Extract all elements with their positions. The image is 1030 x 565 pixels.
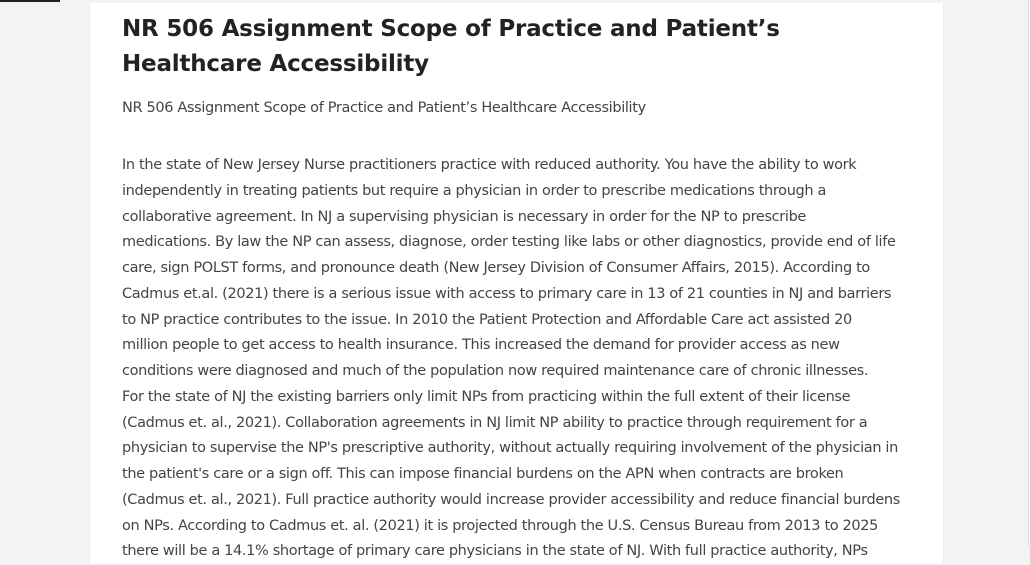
body-line: medications. By law the NP can assess, diagnose, order testing like labs or other diagnostics, provide end of life bbox=[122, 234, 896, 251]
body-line: independently in treating patients but require a physician in order to prescribe medications through a bbox=[122, 182, 827, 199]
body-line: to NP practice contributes to the issue. In 2010 the Patient Protection and Affordable Care act assisted 20 bbox=[122, 311, 852, 328]
article-subtitle: NR 506 Assignment Scope of Practice and Patient’s Healthcare Accessibility bbox=[122, 100, 646, 116]
body-line: care, sign POLST forms, and pronounce death (New Jersey Division of Consumer Affairs, 2015). According to bbox=[122, 260, 870, 276]
body-line: collaborative agreement. In NJ a supervising physician is necessary in order for the NP to prescribe bbox=[122, 208, 806, 225]
top-accent-bar bbox=[0, 0, 60, 2]
body-line: conditions were diagnosed and much of the population now required maintenance care of chronic illnesses. bbox=[122, 363, 869, 379]
body-line: on NPs. According to Cadmus et. al. (2021) it is projected through the U.S. Census Bureau from 2013 to 2025 bbox=[122, 517, 879, 534]
body-line: physician to supervise the NP's prescriptive authority, without actually requiring involvement of the physician in bbox=[122, 440, 898, 457]
body-line: For the state of NJ the existing barriers only limit NPs from practicing within the full extent of their license bbox=[122, 388, 851, 405]
body-line: (Cadmus et. al., 2021). Collaboration agreements in NJ limit NP ability to practice through requirement for a bbox=[122, 414, 868, 431]
article-body bbox=[122, 153, 922, 565]
body-line: Cadmus et.al. (2021) there is a serious issue with access to primary care in 13 of 21 counties in NJ and barriers bbox=[122, 285, 892, 302]
body-line: million people to get access to health insurance. This increased the demand for provider access as new bbox=[122, 337, 840, 354]
body-line: In the state of New Jersey Nurse practitioners practice with reduced authority. You have the ability to work bbox=[122, 157, 857, 173]
body-line: there will be a 14.1% shortage of primary care physicians in the state of NJ. With full practice authority, NPs bbox=[122, 543, 868, 560]
body-line: (Cadmus et. al., 2021). Full practice authority would increase provider accessibility and reduce financial burdens bbox=[122, 491, 900, 508]
page-edge-divider bbox=[1028, 0, 1029, 547]
body-line: the patient's care or a sign off. This can impose financial burdens on the APN when contracts are broken bbox=[122, 466, 844, 482]
article-title: NR 506 Assignment Scope of Practice and Patient’s Healthcare Accessibility bbox=[122, 16, 780, 77]
